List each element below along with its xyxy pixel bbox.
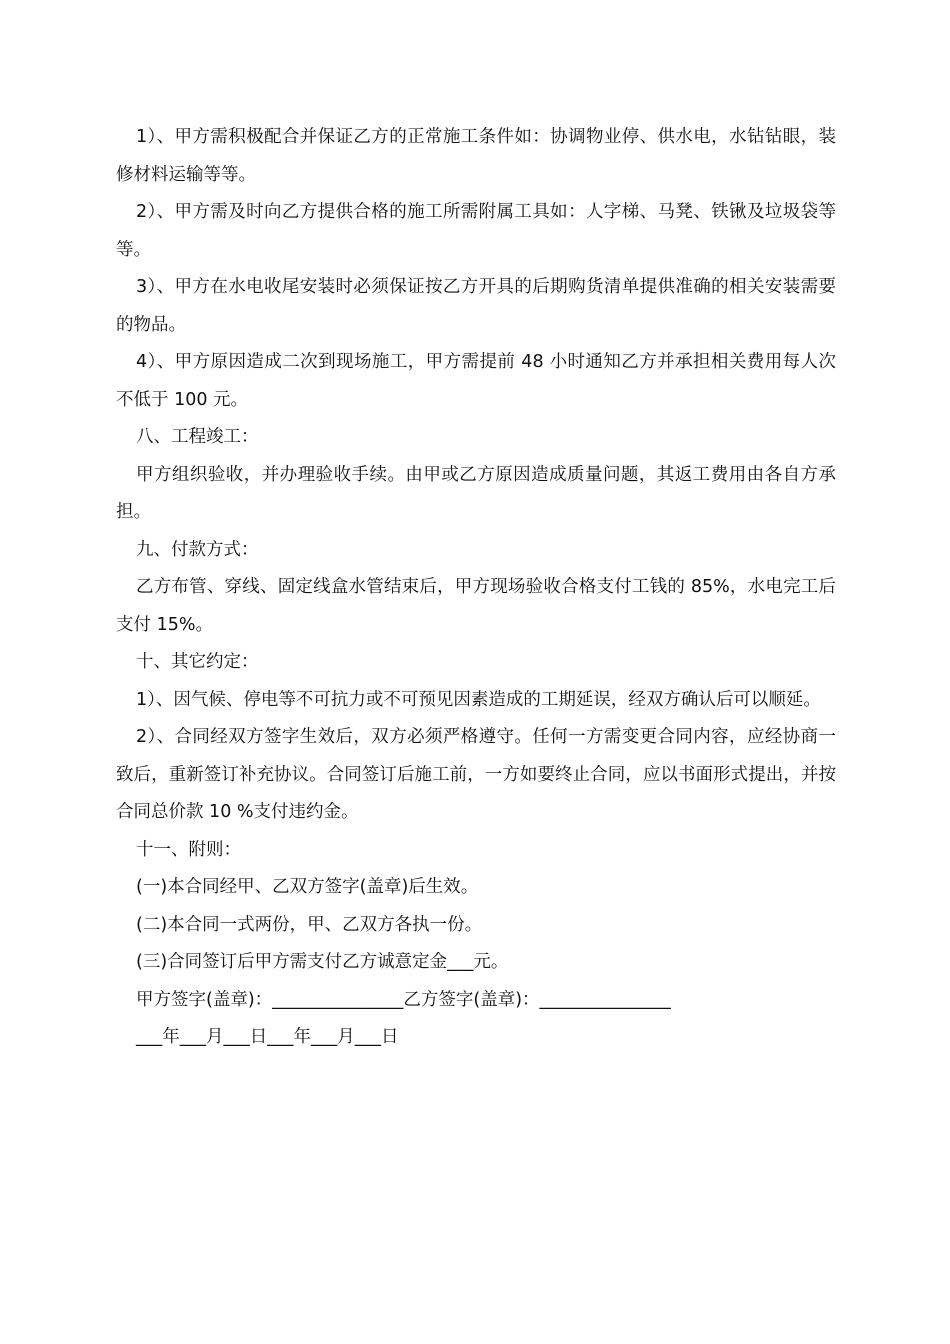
- section-heading-appendix: 十一、附则：: [136, 839, 241, 860]
- other-clause-2: 2）、合同经双方签字生效后，双方必须严格遵守。任何一方需变更合同内容，应经协商一致后，重新签订补充协议。合同签订后施工前，一方如要终止合同，应以书面形式提出，并按合同总价款 10 %支付违约金。: [116, 727, 836, 822]
- section-heading-other: 十、其它约定：: [136, 652, 259, 672]
- signature-line: 甲方签字(盖章)：_______________乙方签字(盖章)：_______________: [136, 989, 671, 1010]
- date-line: ___年___月___日___年___月___日: [136, 1027, 399, 1047]
- appendix-item-2: (二)本合同一式两份，甲、乙双方各执一份。: [136, 914, 483, 935]
- appendix-item-3: (三)合同签订后甲方需支付乙方诚意定金___元。: [136, 952, 509, 972]
- clause-2: 2）、甲方需及时向乙方提供合格的施工所需附属工具如：人字梯、马凳、铁锹及垃圾袋等等。: [116, 202, 836, 260]
- section-heading-completion: 八、工程竣工：: [136, 427, 259, 447]
- payment-text: 乙方布管、穿线、固定线盒水管结束后，甲方现场验收合格支付工钱的 85%，水电完工后支付 15%。: [116, 577, 836, 635]
- completion-text: 甲方组织验收，并办理验收手续。由甲或乙方原因造成质量问题，其返工费用由各自方承担。: [116, 464, 836, 522]
- clause-4: 4）、甲方原因造成二次到现场施工，甲方需提前 48 小时通知乙方并承担相关费用每人次不低于 100 元。: [116, 352, 836, 410]
- clause-1: 1）、甲方需积极配合并保证乙方的正常施工条件如：协调物业停、供水电，水钻钻眼，装修材料运输等等。: [116, 127, 836, 185]
- clause-3: 3）、甲方在水电收尾安装时必须保证按乙方开具的后期购货清单提供准确的相关安装需要的物品。: [116, 277, 836, 335]
- section-heading-payment: 九、付款方式：: [136, 539, 259, 560]
- document-body: [116, 119, 836, 1057]
- other-clause-1: 1）、因气候、停电等不可抗力或不可预见因素造成的工期延误，经双方确认后可以顺延。: [136, 689, 821, 710]
- appendix-item-1: (一)本合同经甲、乙双方签字(盖章)后生效。: [136, 877, 479, 897]
